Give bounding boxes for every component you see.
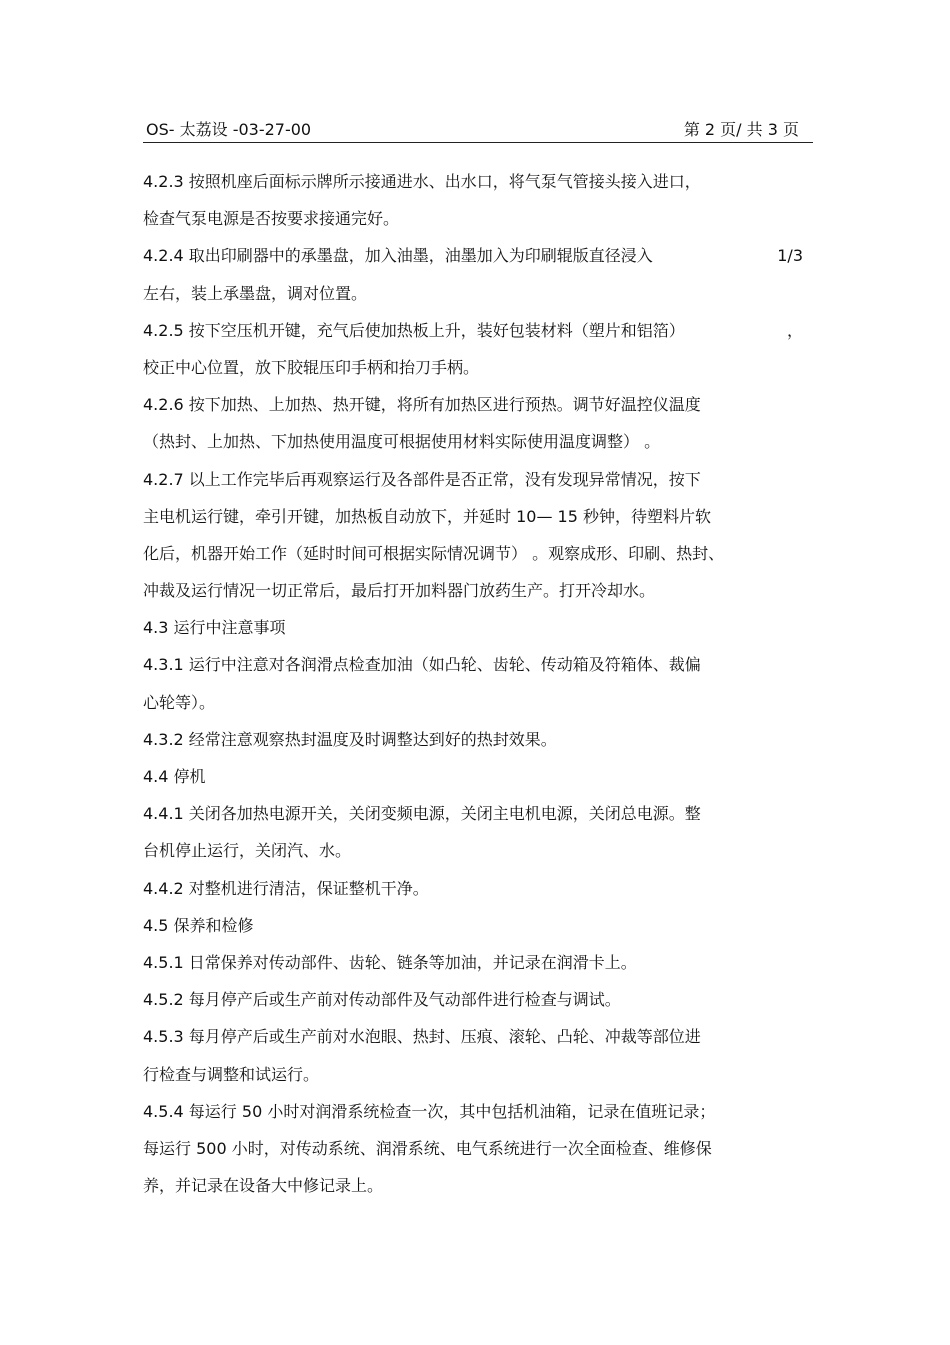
text-line: [143, 765, 813, 802]
line-text: 4.5.4 每运行 50 小时对润滑系统检查一次，其中包括机油箱，记录在值班记录；: [143, 1101, 716, 1121]
text-line: [143, 877, 813, 914]
line-text: 4.5 保养和检修: [143, 915, 254, 935]
text-line: [143, 691, 813, 728]
line-text: 4.5.2 每月停产后或生产前对传动部件及气动部件进行检查与调试。: [143, 990, 621, 1010]
line-text: 4.4 停机: [143, 767, 206, 786]
text-line: [143, 542, 813, 579]
text-line: [143, 393, 813, 430]
text-line: [143, 1063, 813, 1100]
text-line: [143, 802, 813, 839]
text-line: [143, 505, 813, 542]
line-tail-text: 1/3: [777, 246, 803, 266]
line-text: 4.4.1 关闭各加热电源开关，关闭变频电源，关闭主电机电源，关闭总电源。整: [143, 804, 701, 824]
text-line: [143, 653, 813, 690]
text-line: [143, 616, 813, 653]
text-line: [143, 356, 813, 393]
line-text: 4.5.3 每月停产后或生产前对水泡眼、热封、压痕、滚轮、凸轮、冲裁等部位进: [143, 1027, 701, 1047]
text-line: [143, 1100, 813, 1137]
text-line: [143, 430, 813, 467]
text-line: [143, 1174, 813, 1211]
line-text: 台机停止运行，关闭汽、水。: [143, 841, 352, 861]
line-text: 养，并记录在设备大中修记录上。: [143, 1176, 384, 1196]
line-text: 4.5.1 日常保养对传动部件、齿轮、链条等加油，并记录在润滑卡上。: [143, 952, 637, 972]
line-text: 校正中心位置，放下胶辊压印手柄和抬刀手柄。: [143, 357, 480, 377]
text-line: [143, 914, 813, 951]
line-text: 行检查与调整和试运行。: [143, 1064, 320, 1084]
line-text: 4.2.4 取出印刷器中的承墨盘，加入油墨，油墨加入为印刷辊版直径浸入: [143, 246, 653, 266]
line-text: 4.2.7 以上工作完毕后再观察运行及各部件是否正常，没有发现异常情况，按下: [143, 469, 701, 489]
page-header: [143, 118, 813, 142]
text-line: [143, 1137, 813, 1174]
document-body: [143, 170, 813, 1211]
line-text: 4.3.1 运行中注意对各润滑点检查加油（如凸轮、齿轮、传动箱及符箱体、裁偏: [143, 655, 701, 675]
text-line: [143, 244, 813, 281]
text-line: [143, 282, 813, 319]
line-text: 4.3.2 经常注意观察热封温度及时调整达到好的热封效果。: [143, 729, 557, 749]
line-text: 4.2.5 按下空压机开键，充气后使加热板上升，装好包装材料（塑片和铝箔）: [143, 320, 685, 340]
line-text: 4.2.3 按照机座后面标示牌所示接通进水、出水口，将气泵气管接头接入进口，: [143, 172, 701, 191]
line-text: （热封、上加热、下加热使用温度可根据使用材料实际使用温度调整） 。: [143, 432, 661, 452]
line-text: 主电机运行键，牵引开键，加热板自动放下，并延时 10— 15 秒钟，待塑料片软: [143, 506, 711, 526]
text-line: [143, 207, 813, 244]
line-text: 检查气泵电源是否按要求接通完好。: [143, 209, 400, 229]
text-line: [143, 839, 813, 876]
line-text: 4.3 运行中注意事项: [143, 618, 286, 638]
line-text: 化后，机器开始工作（延时时间可根据实际情况调节） 。观察成形、印刷、热封、: [143, 543, 725, 563]
line-text: 4.4.2 对整机进行清洁，保证整机干净。: [143, 878, 429, 898]
line-text: 每运行 500 小时，对传动系统、润滑系统、电气系统进行一次全面检查、维修保: [143, 1138, 712, 1158]
line-text: 4.2.6 按下加热、上加热、热开键，将所有加热区进行预热。调节好温控仪温度: [143, 395, 701, 415]
document-code: OS- 太荔设 -03-27-00: [146, 120, 312, 139]
text-line: [143, 728, 813, 765]
text-line: [143, 170, 813, 207]
text-line: [143, 319, 813, 356]
header-divider: [143, 142, 813, 143]
line-text: 左右，装上承墨盘，调对位置。: [143, 283, 368, 303]
text-line: [143, 1025, 813, 1062]
line-text: 心轮等）。: [143, 692, 216, 712]
line-text: 冲裁及运行情况一切正常后，最后打开加料器门放药生产。打开冷却水。: [143, 581, 656, 601]
page-number: 第 2 页/ 共 3 页: [683, 120, 799, 139]
text-line: [143, 988, 813, 1025]
text-line: [143, 951, 813, 988]
text-line: [143, 579, 813, 616]
text-line: [143, 468, 813, 505]
line-tail-text: ，: [786, 320, 803, 340]
